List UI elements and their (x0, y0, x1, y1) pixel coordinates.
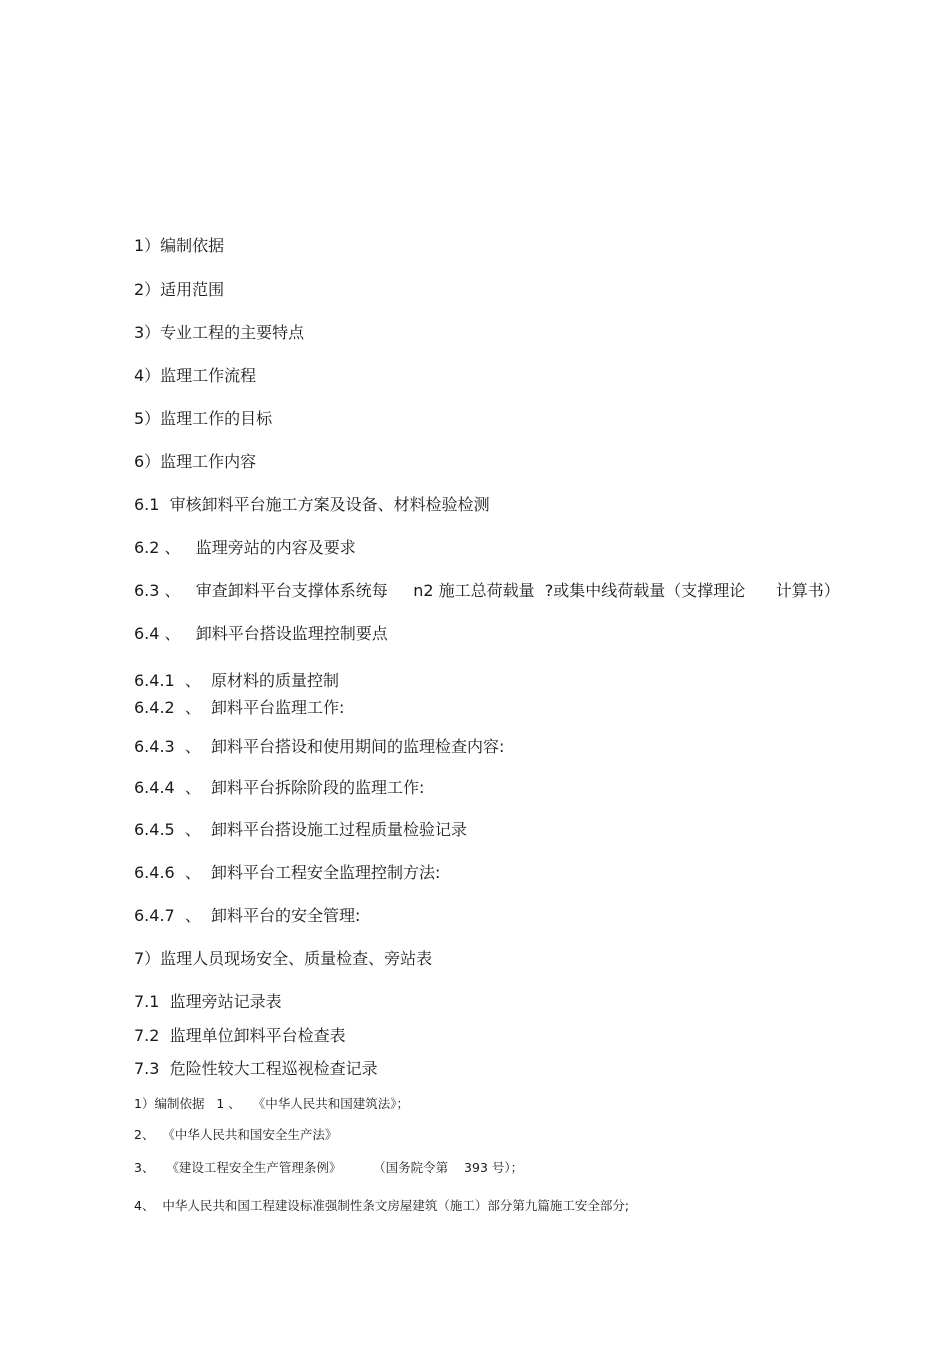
toc-item-7: 7）监理人员现场安全、质量检查、旁站表 (134, 949, 433, 968)
toc-item-4: 4）监理工作流程 (134, 366, 257, 385)
toc-item-6-4-4: 6.4.4 、 卸料平台拆除阶段的监理工作: (134, 778, 425, 797)
basis-line-1: 1）编制依据 1 、 《中华人民共和国建筑法》； (134, 1096, 409, 1111)
toc-item-2: 2）适用范围 (134, 280, 225, 299)
toc-item-6-4-3: 6.4.3 、 卸料平台搭设和使用期间的监理检查内容: (134, 737, 505, 756)
toc-item-6-3: 6.3 、 审查卸料平台支撑体系统每 n2 施工总荷载量 ?或集中线荷载量（支撑理论 计算书） (134, 581, 840, 600)
toc-item-6-4-1: 6.4.1 、 原材料的质量控制 (134, 671, 340, 690)
toc-item-6-2: 6.2 、 监理旁站的内容及要求 (134, 538, 356, 557)
toc-item-7-2: 7.2 监理单位卸料平台检查表 (134, 1026, 346, 1045)
toc-item-6-4: 6.4 、 卸料平台搭设监理控制要点 (134, 624, 388, 643)
toc-item-6: 6）监理工作内容 (134, 452, 257, 471)
basis-line-2: 2、 《中华人民共和国安全生产法》 (134, 1127, 338, 1142)
toc-item-7-1: 7.1 监理旁站记录表 (134, 992, 282, 1011)
toc-item-1: 1）编制依据 (134, 236, 225, 255)
toc-item-6-4-6: 6.4.6 、 卸料平台工程安全监理控制方法: (134, 863, 441, 882)
basis-line-4: 4、 中华人民共和国工程建设标准强制性条文房屋建筑（施工）部分第九篇施工安全部分; (134, 1198, 630, 1213)
toc-item-5: 5）监理工作的目标 (134, 409, 273, 428)
basis-line-3: 3、 《建设工程安全生产管理条例》 （国务院令第 393 号）； (134, 1160, 524, 1175)
toc-item-6-4-2: 6.4.2 、 卸料平台监理工作: (134, 698, 345, 717)
toc-item-7-3: 7.3 危险性较大工程巡视检查记录 (134, 1059, 378, 1078)
toc-item-3: 3）专业工程的主要特点 (134, 323, 305, 342)
toc-item-6-4-5: 6.4.5 、 卸料平台搭设施工过程质量检验记录 (134, 820, 468, 839)
toc-item-6-4-7: 6.4.7 、 卸料平台的安全管理: (134, 906, 361, 925)
toc-item-6-1: 6.1 审核卸料平台施工方案及设备、材料检验检测 (134, 495, 490, 514)
